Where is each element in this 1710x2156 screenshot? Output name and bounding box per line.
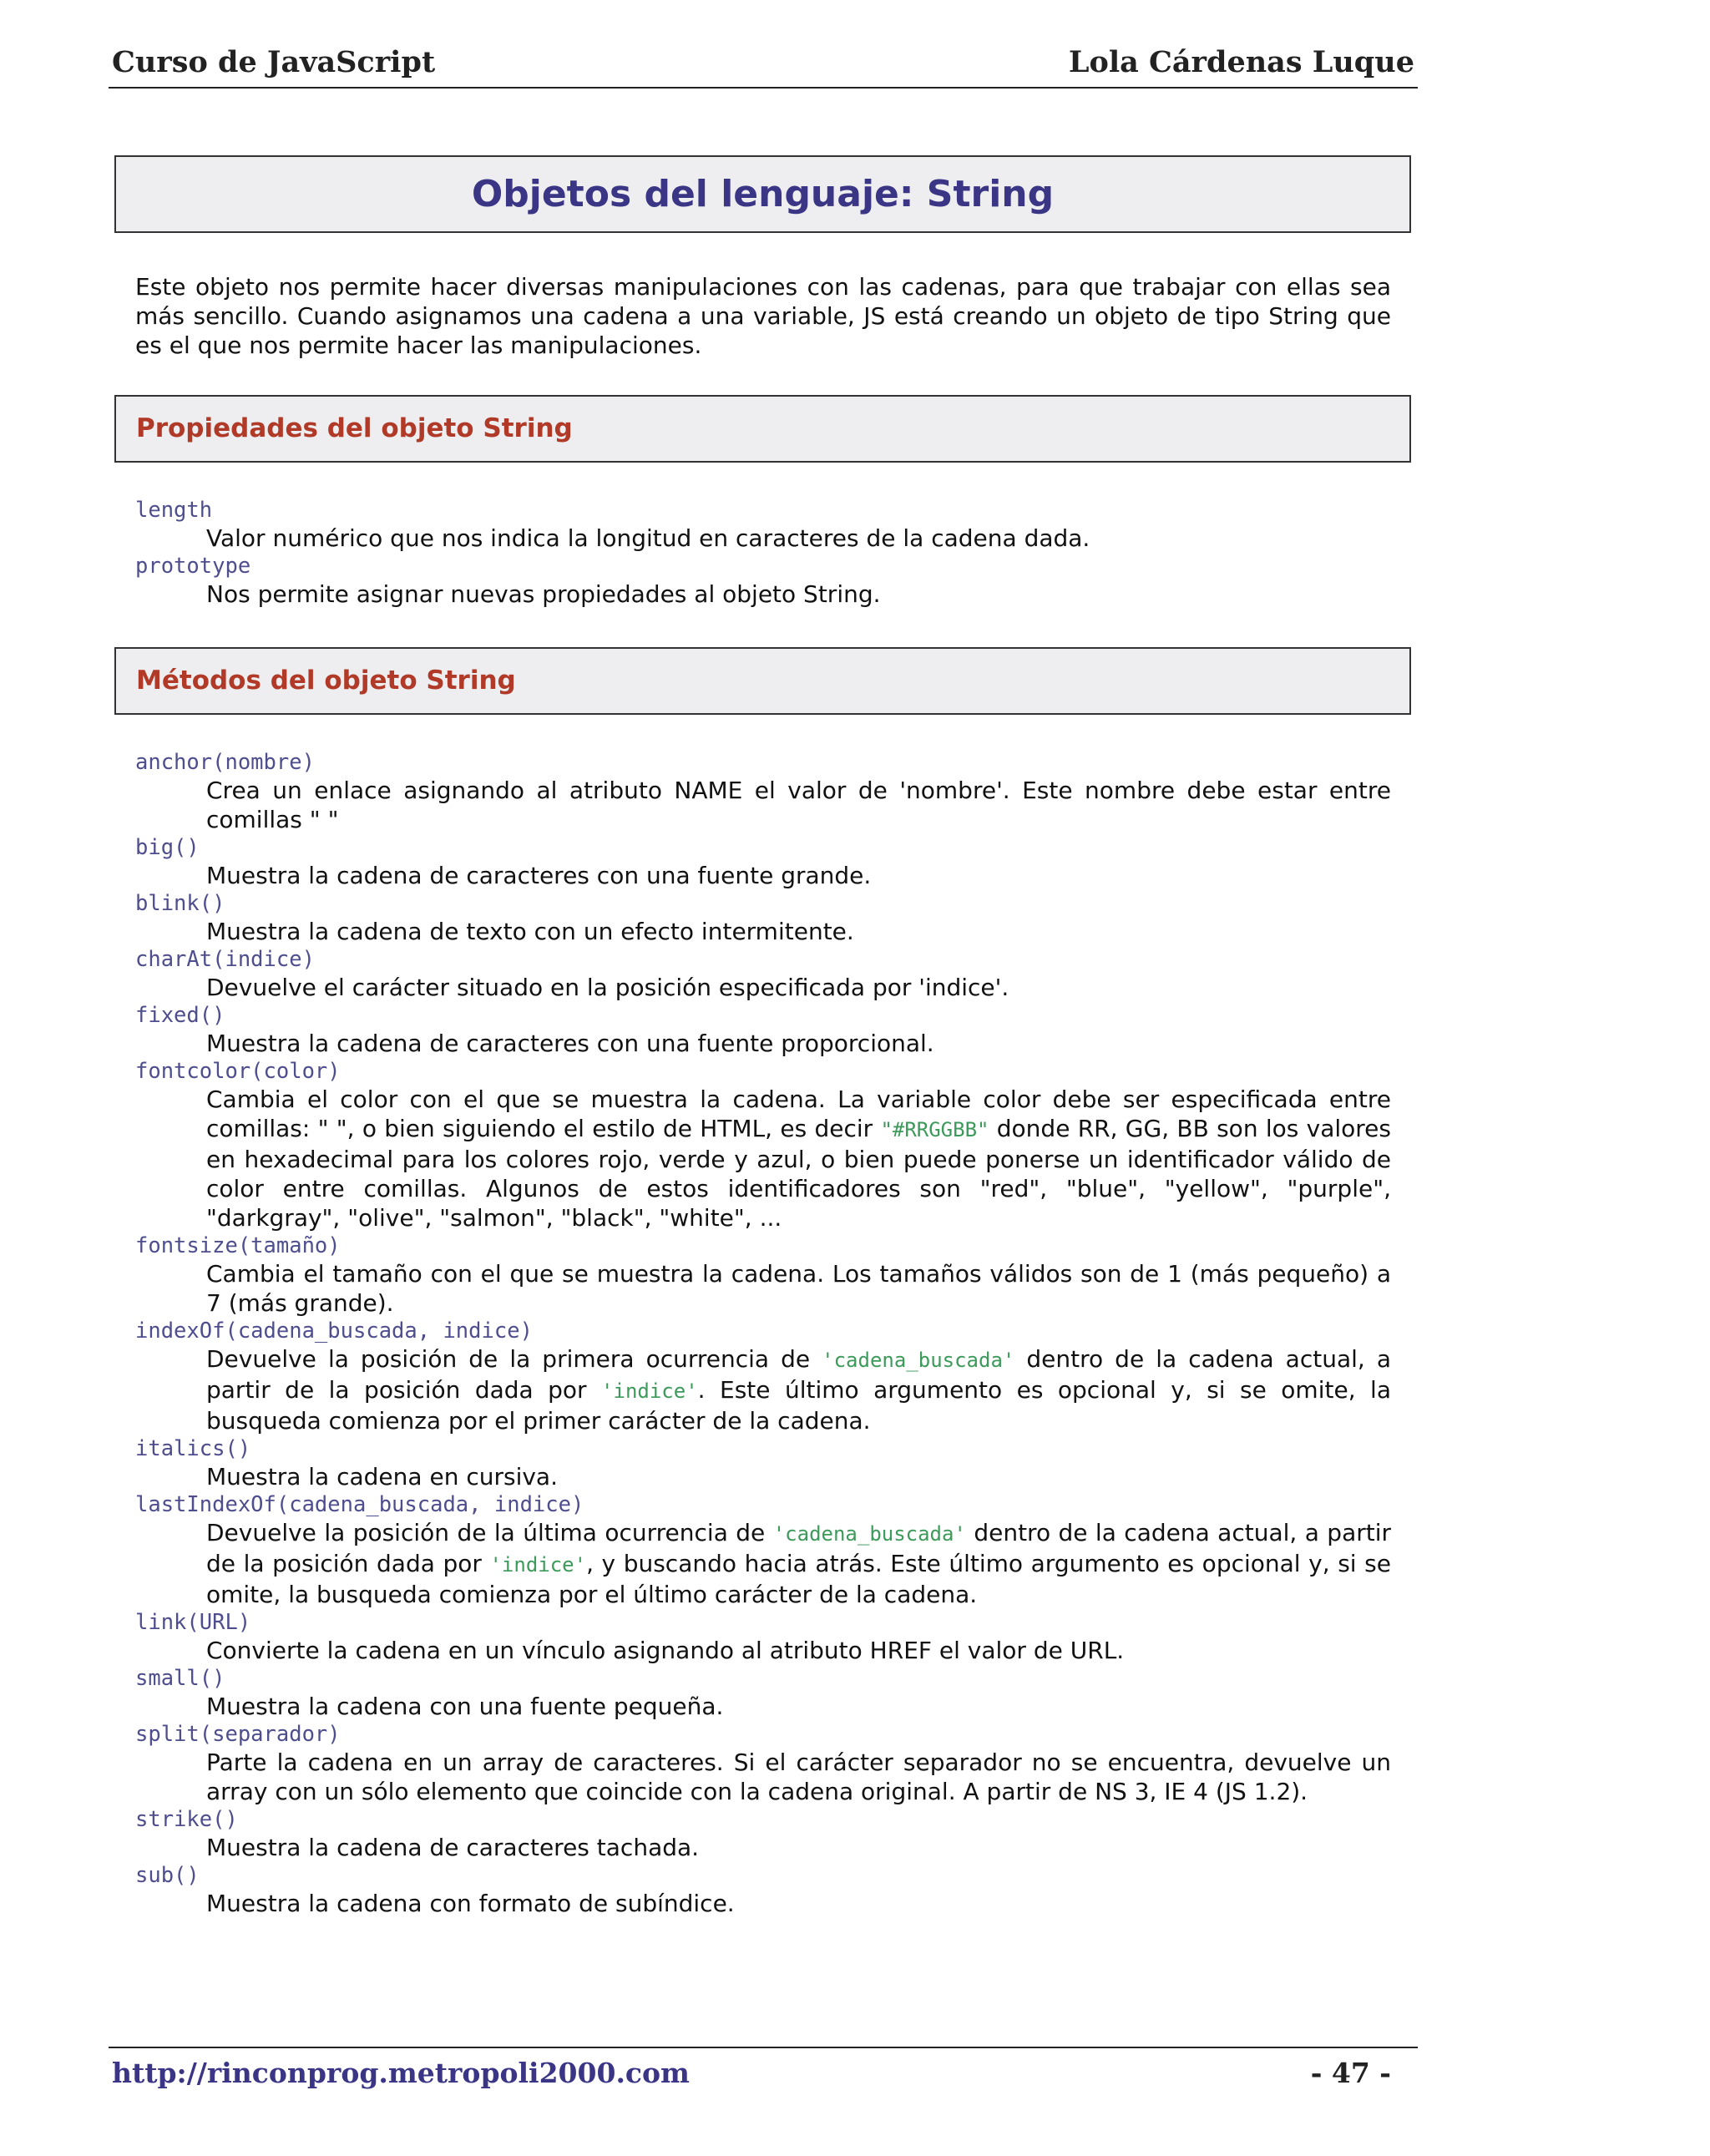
method-description — [206, 1833, 1391, 1862]
method-description — [206, 1889, 1391, 1918]
page-footer — [109, 2047, 1418, 2098]
inline-code: 'cadena_buscada' — [772, 1522, 966, 1546]
method-description — [206, 1085, 1391, 1232]
running-header — [109, 42, 1418, 89]
description-text: Cambia el tamaño con el que se muestra la cadena. Los tamaños válidos son de 1 (más pequeño) a 7 (más grande). — [206, 1260, 1391, 1317]
method-term: lastIndexOf(cadena_buscada, indice) — [135, 1492, 584, 1517]
property-description — [206, 579, 1391, 609]
method-description — [206, 1518, 1391, 1609]
method-term: big() — [135, 835, 200, 860]
footer-url: http://rinconprog.metropoli2000.com — [112, 2057, 690, 2089]
page-number: - 47 - — [1310, 2057, 1391, 2089]
description-text: Muestra la cadena de caracteres con una fuente proporcional. — [206, 1030, 934, 1057]
description-text: , y buscando hacia atrás. Este último argumento es opcional y, si se omite, la busqueda comienza por el último carácter de la cadena. — [206, 1550, 1391, 1608]
description-text: Muestra la cadena de texto con un efecto intermitente. — [206, 918, 854, 945]
property-description — [206, 524, 1391, 553]
description-text: Parte la cadena en un array de caracteres. Si el carácter separador no se encuentra, devuelve un array con un sólo elemento que coincide con la cadena original. A partir de NS 3, IE 4 (JS 1.2). — [206, 1749, 1391, 1805]
description-text: Muestra la cadena con formato de subíndice. — [206, 1890, 735, 1917]
inline-code: 'cadena_buscada' — [822, 1349, 1015, 1372]
methods-heading: Métodos del objeto String — [114, 647, 1411, 715]
intro-paragraph: Este objeto nos permite hacer diversas manipulaciones con las cadenas, para que trabajar con ellas sea más sencillo. Cuando asignamos una cadena a una variable, JS está creando un objeto de tipo String que es el que nos permite hacer las manipulaciones. — [135, 273, 1391, 359]
method-term: charAt(indice) — [135, 947, 315, 972]
method-term: fontsize(tamaño) — [135, 1233, 341, 1258]
inline-code: 'indice' — [601, 1379, 698, 1403]
method-description — [206, 1636, 1391, 1665]
method-description — [206, 1692, 1391, 1721]
description-text: Cambia el color con el que se muestra la cadena. La variable color debe ser especificada entre comillas: " ", o bien siguiendo el estilo de HTML, es decir — [206, 1086, 1391, 1142]
description-text: Crea un enlace asignando al atributo NAME el valor de 'nombre'. Este nombre debe estar entre comillas " " — [206, 777, 1391, 833]
method-description — [206, 973, 1391, 1002]
description-text: Convierte la cadena en un vínculo asignando al atributo HREF el valor de URL. — [206, 1637, 1125, 1664]
method-description — [206, 1344, 1391, 1435]
method-term: italics() — [135, 1436, 251, 1461]
description-text: dentro de la cadena actual, a partir de la posición dada por — [206, 1519, 1392, 1577]
properties-heading: Propiedades del objeto String — [114, 395, 1411, 463]
description-text: dentro de la cadena actual, a partir de la posición dada por — [206, 1345, 1391, 1404]
method-term: link(URL) — [135, 1610, 251, 1635]
method-description — [206, 1462, 1391, 1491]
description-text: Muestra la cadena en cursiva. — [206, 1463, 558, 1490]
method-description — [206, 1259, 1391, 1318]
method-term: blink() — [135, 891, 225, 916]
description-text: Muestra la cadena de caracteres tachada. — [206, 1834, 700, 1861]
method-term: fontcolor(color) — [135, 1059, 341, 1084]
method-description — [206, 1748, 1391, 1806]
description-text: donde RR, GG, BB son los valores en hexadecimal para los colores rojo, verde y azul, o bien puede ponerse un identificador válido de color entre comillas. Algunos de estos identificadores son "red", "blue", "yellow", "purple", "darkgray", "olive", "salmon", "black", "white", ... — [206, 1115, 1391, 1232]
method-term: anchor(nombre) — [135, 750, 315, 775]
method-term: indexOf(cadena_buscada, indice) — [135, 1318, 533, 1344]
method-term: split(separador) — [135, 1722, 341, 1747]
description-text: Muestra la cadena con una fuente pequeña. — [206, 1693, 724, 1720]
page-title: Objetos del lenguaje: String — [114, 155, 1411, 233]
method-term: strike() — [135, 1807, 238, 1832]
properties-list — [135, 497, 1391, 609]
inline-code: "#RRGGBB" — [880, 1118, 989, 1141]
method-description — [206, 917, 1391, 946]
method-description — [206, 861, 1391, 890]
header-course-title: Curso de JavaScript — [112, 45, 436, 79]
property-term: prototype — [135, 554, 251, 579]
method-term: small() — [135, 1666, 225, 1691]
methods-list — [135, 749, 1391, 1918]
description-text: Nos permite asignar nuevas propiedades al objeto String. — [206, 580, 881, 608]
method-description — [206, 1029, 1391, 1058]
header-author: Lola Cárdenas Luque — [1068, 45, 1414, 79]
description-text: Devuelve la posición de la última ocurrencia de — [206, 1519, 773, 1546]
description-text: Valor numérico que nos indica la longitud en caracteres de la cadena dada. — [206, 524, 1090, 552]
description-text: Devuelve el carácter situado en la posición especificada por 'indice'. — [206, 974, 1009, 1001]
method-description — [206, 776, 1391, 834]
description-text: Muestra la cadena de caracteres con una fuente grande. — [206, 862, 872, 889]
method-term: sub() — [135, 1863, 200, 1888]
property-term: length — [135, 498, 213, 523]
description-text: Devuelve la posición de la primera ocurrencia de — [206, 1345, 822, 1373]
method-term: fixed() — [135, 1003, 225, 1028]
description-text: . Este último argumento es opcional y, si se omite, la busqueda comienza por el primer carácter de la cadena. — [206, 1376, 1391, 1435]
inline-code: 'indice' — [489, 1553, 587, 1577]
